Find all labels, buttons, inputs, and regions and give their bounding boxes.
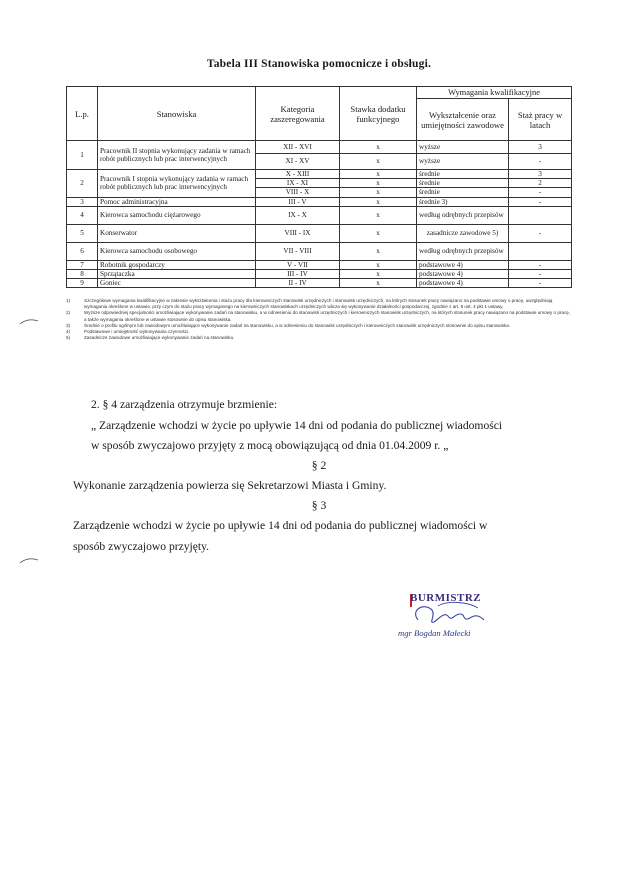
footnote-text: Wyższe odpowiedniej specjalności umożliwiające wykonywanie zadań na stanowisku, a w odniesieniu do stanowisk urzędniczych i kierowniczych stanowisk urzędniczych, na których stosunek pracy nawiązano na podstawie umowy o pracę, a także wymagania określone w ustawie stosownie do opisu stanowiska. xyxy=(84,310,571,322)
cell-stanowisko: Kierowca samochodu osobowego xyxy=(98,242,256,260)
footnote: 3) Średnie o profilu ogólnym lub zawodowym umożliwiające wykonywanie zadań na stanowisku, a w odniesieniu do stanowisk urzędniczych i kierowniczych stanowisk urzędniczych stosownie do opisu stanowiska. xyxy=(66,323,571,329)
cell-stawka: x xyxy=(340,270,417,279)
section-3-text-line-2: sposób zwyczajowo przyjęty. xyxy=(73,540,210,553)
signature-name: mgr Bogdan Małecki xyxy=(398,628,471,638)
cell-stanowisko: Kierowca samochodu ciężarowego xyxy=(98,206,256,224)
table-row xyxy=(67,197,572,206)
cell-stanowisko: Pracownik I stopnia wykonujący zadania w ramach robót publicznych lub prac interwencyjnych xyxy=(98,170,256,198)
table-row xyxy=(67,270,572,279)
footnote-text: Średnie o profilu ogólnym lub zawodowym umożliwiające wykonywanie zadań na stanowisku, a w odniesieniu do stanowisk urzędniczych i kierowniczych stanowisk urzędniczych stosownie do opisu stanowiska. xyxy=(84,322,511,328)
cell-wyksztalcenie: według odrębnych przepisów xyxy=(417,206,509,224)
scan-mark-icon xyxy=(18,318,40,326)
cell-kategoria: VIII - IX xyxy=(256,224,340,242)
cell-kategoria: II - IV xyxy=(256,279,340,288)
footnote: 5) Zasadnicze zawodowe umożliwiające wykonywanie zadań na stanowisku. xyxy=(66,335,571,341)
cell-kategoria: III - V xyxy=(256,197,340,206)
cell-stawka: x xyxy=(340,188,417,197)
cell-stawka: x xyxy=(340,154,417,170)
cell-staz xyxy=(509,242,572,260)
cell-stawka: x xyxy=(340,279,417,288)
cell-wyksztalcenie: średnie xyxy=(417,179,509,188)
cell-stanowisko: Sprzątaczka xyxy=(98,270,256,279)
cell-stawka: x xyxy=(340,141,417,154)
cell-staz: - xyxy=(509,224,572,242)
cell-wyksztalcenie: podstawowe 4) xyxy=(417,279,509,288)
header-stanowisko: Stanowiska xyxy=(98,87,256,141)
cell-wyksztalcenie: średnie 3) xyxy=(417,197,509,206)
table-row xyxy=(67,279,572,288)
cell-lp: 3 xyxy=(67,197,98,206)
footnote-text: Zasadnicze zawodowe umożliwiające wykonywanie zadań na stanowisku. xyxy=(84,335,235,341)
header-lp: L.p. xyxy=(67,87,98,141)
cell-kategoria: X - XIII xyxy=(256,170,340,179)
section-2-text: Wykonanie zarządzenia powierza się Sekretarzowi Miasta i Gminy. xyxy=(73,479,387,492)
cell-stanowisko: Konserwator xyxy=(98,224,256,242)
section-3-heading: § 3 xyxy=(311,499,327,512)
cell-wyksztalcenie: podstawowe 4) xyxy=(417,260,509,269)
cell-stawka: x xyxy=(340,260,417,269)
cell-staz: - xyxy=(509,188,572,197)
cell-stawka: x xyxy=(340,170,417,179)
cell-lp: 5 xyxy=(67,224,98,242)
scan-mark-icon xyxy=(18,557,40,565)
cell-wyksztalcenie: średnie xyxy=(417,170,509,179)
cell-kategoria: XII - XVI xyxy=(256,141,340,154)
cell-staz: - xyxy=(509,197,572,206)
table-row xyxy=(67,170,572,179)
footnote-text: Podstawowe i umiejętność wykonywania czynności. xyxy=(84,329,190,335)
cell-stanowisko: Pracownik II stopnia wykonujący zadania w ramach robót publicznych lub prac interwencyjnych xyxy=(98,141,256,170)
cell-kategoria: XI - XV xyxy=(256,154,340,170)
cell-stawka: x xyxy=(340,242,417,260)
cell-staz: - xyxy=(509,279,572,288)
table-title: Tabela III Stanowiska pomocnicze i obsługi. xyxy=(206,58,432,70)
cell-staz: 3 xyxy=(509,170,572,179)
cell-stawka: x xyxy=(340,197,417,206)
section-2-heading: § 2 xyxy=(311,459,327,472)
table-row xyxy=(67,224,572,242)
cell-stawka: x xyxy=(340,206,417,224)
header-wymagania: Wymagania kwalifikacyjne xyxy=(417,87,572,99)
cell-kategoria: V - VII xyxy=(256,260,340,269)
section-3-text-line-1: Zarządzenie wchodzi w życie po upływie 14 dni od podania do publicznej wiadomości w xyxy=(73,519,488,532)
cell-staz: 3 xyxy=(509,141,572,154)
cell-wyksztalcenie: wyższe xyxy=(417,154,509,170)
cell-wyksztalcenie: podstawowe 4) xyxy=(417,270,509,279)
cell-wyksztalcenie: wyższe xyxy=(417,141,509,154)
cell-lp: 6 xyxy=(67,242,98,260)
footnotes xyxy=(66,298,571,341)
footnote: 4) Podstawowe i umiejętność wykonywania czynności. xyxy=(66,329,571,335)
cell-stawka: x xyxy=(340,224,417,242)
table-row xyxy=(67,260,572,269)
footnote: 2) Wyższe odpowiedniej specjalności umożliwiające wykonywanie zadań na stanowisku, a w odniesieniu do stanowisk urzędniczych i kierowniczych stanowisk urzędniczych, na których stosunek pracy nawiązano na podstawie umowy o pracę, a także wymagania określone w ustawie stosownie do opisu stanowiska. xyxy=(66,310,571,322)
table-row xyxy=(67,141,572,154)
cell-kategoria: VII - VIII xyxy=(256,242,340,260)
cell-stanowisko: Goniec xyxy=(98,279,256,288)
cell-lp: 9 xyxy=(67,279,98,288)
cell-staz: - xyxy=(509,260,572,269)
footnote: 1) Szczegółowe wymagania kwalifikacyjne w zakresie wykształcenia i stażu pracy dla kierowniczych stanowisk urzędniczych i stanowisk urzędniczych, na których stosunek pracy nawiązano na podstawie umowy o pracę, uwzględniają wymagania określone w ustawie, przy czym do stażu pracy wymaganego na kierowniczych stanowiskach urzędniczych wlicza się wykonywanie działalności gospodarczej, zgodnie z art. 6 ust. 4 pkt 1 ustawy. xyxy=(66,298,571,310)
header-kategoria: Kategoria zaszeregowania xyxy=(256,87,340,141)
cell-staz: 2 xyxy=(509,179,572,188)
cell-kategoria: III - IV xyxy=(256,270,340,279)
cell-wyksztalcenie: średnie xyxy=(417,188,509,197)
cell-kategoria: IX - XI xyxy=(256,179,340,188)
positions-table xyxy=(66,86,572,288)
footnote-text: Szczegółowe wymagania kwalifikacyjne w zakresie wykształcenia i stażu pracy dla kierowniczych stanowisk urzędniczych i stanowisk urzędniczych, na których stosunek pracy nawiązano na podstawie umowy o pracę, uwzględniają wymagania określone w ustawie, przy czym do stażu pracy wymaganego na kierowniczych stanowiskach urzędniczych wlicza się wykonywanie działalności gospodarczej, zgodnie z art. 6 ust. 4 pkt 1 ustawy. xyxy=(84,298,553,310)
signature-title: BURMISTRZ xyxy=(410,592,482,604)
cell-staz xyxy=(509,206,572,224)
cell-stawka: x xyxy=(340,179,417,188)
cell-kategoria: VIII - X xyxy=(256,188,340,197)
table-row xyxy=(67,242,572,260)
cell-lp: 7 xyxy=(67,260,98,269)
cell-wyksztalcenie: według odrębnych przepisów xyxy=(417,242,509,260)
cell-stanowisko: Pomoc administracyjna xyxy=(98,197,256,206)
cell-lp: 2 xyxy=(67,170,98,198)
table-row xyxy=(67,206,572,224)
cell-wyksztalcenie: zasadnicze zawodowe 5) xyxy=(417,224,509,242)
cell-kategoria: IX - X xyxy=(256,206,340,224)
header-wyksztalcenie: Wykształcenie oraz umiejętności zawodowe xyxy=(417,99,509,141)
header-stawka: Stawka dodatku funkcyjnego xyxy=(340,87,417,141)
cell-lp: 1 xyxy=(67,141,98,170)
quote-line-1: „ Zarządzenie wchodzi w życie po upływie 14 dni od podania do publicznej wiadomości xyxy=(91,419,503,432)
cell-lp: 8 xyxy=(67,270,98,279)
cell-staz: - xyxy=(509,154,572,170)
cell-lp: 4 xyxy=(67,206,98,224)
item-2-heading: 2. § 4 zarządzenia otrzymuje brzmienie: xyxy=(91,398,278,411)
header-staz: Staż pracy w latach xyxy=(509,99,572,141)
quote-line-2: w sposób zwyczajowo przyjęty z mocą obowiązującą od dnia 01.04.2009 r. „ xyxy=(91,439,449,452)
cell-stanowisko: Robotnik gospodarczy xyxy=(98,260,256,269)
cell-staz: - xyxy=(509,270,572,279)
